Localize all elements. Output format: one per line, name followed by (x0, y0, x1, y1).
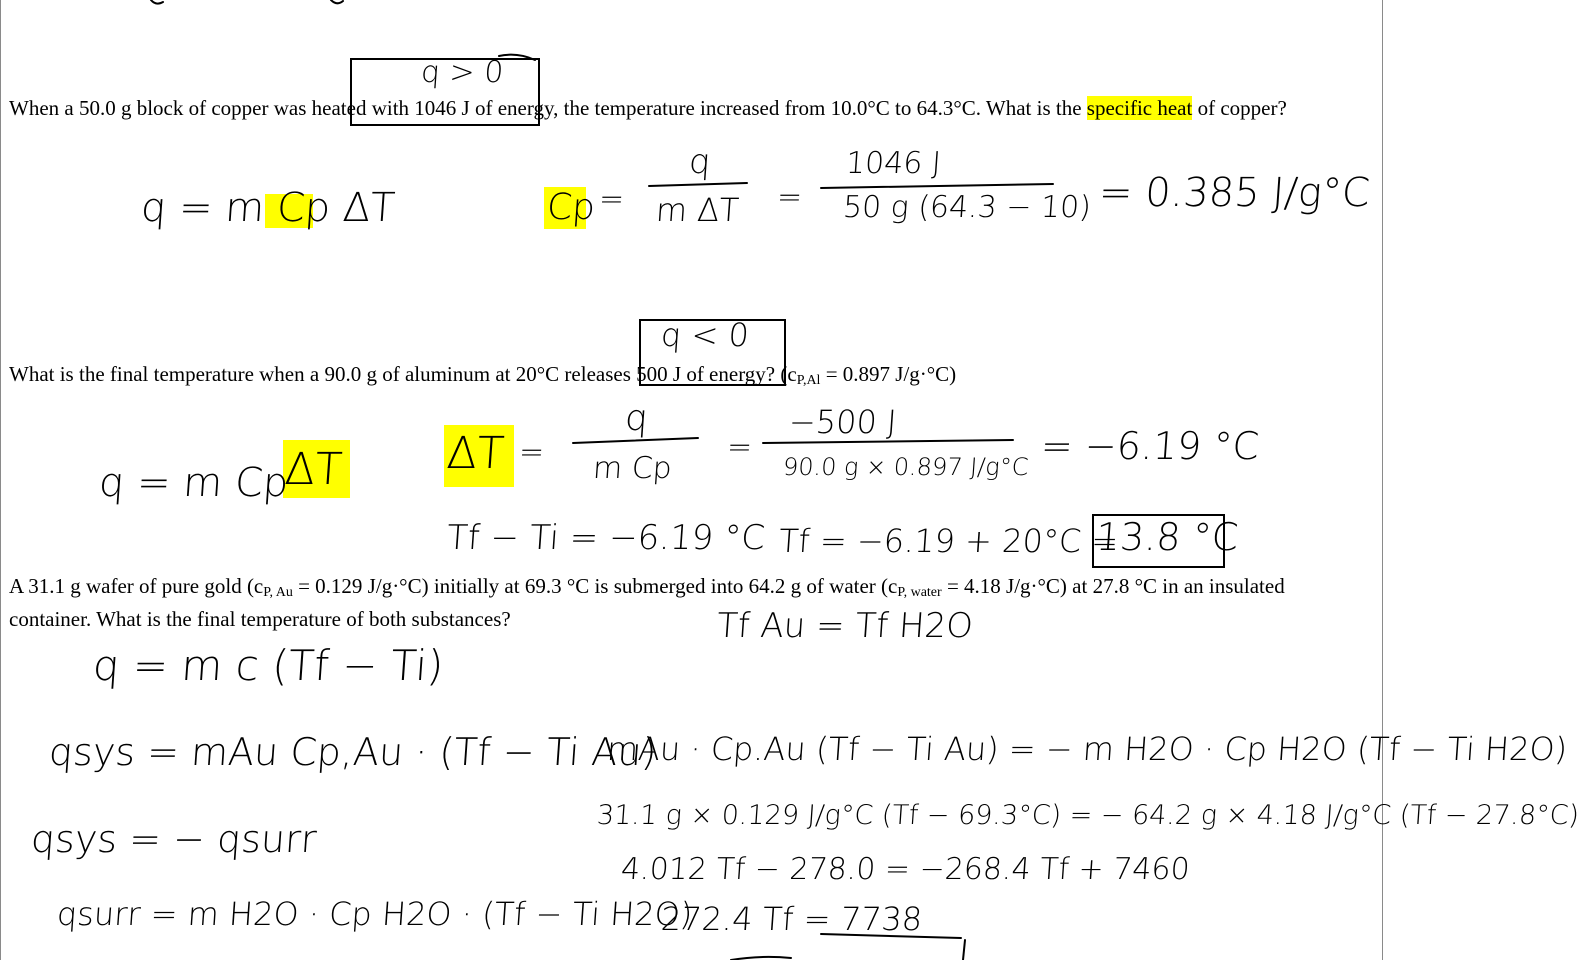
hw-q1-note: q > 0 (419, 55, 505, 90)
stroke-top-1 (151, 0, 163, 4)
hw-q1-numerator: q (687, 142, 712, 182)
fraction-bar-q1-1 (649, 183, 747, 186)
hw-q3-tf: Tf Au = Tf H2O (715, 606, 975, 646)
hw-q2-equals-1: = (517, 435, 546, 470)
hw-q1-equals-1: = (597, 182, 626, 217)
question-1-text-a: When a 50.0 g block of copper was (9, 96, 312, 120)
hw-q2-delta-t-2: ΔT (445, 428, 506, 479)
hw-q1-equation: q = m Cp ΔT (139, 185, 397, 231)
question-1-text-b: of energy, the temperature increased from 10.0°C to 64.3°C. What is the (469, 96, 1087, 120)
hw-q2-line2b: Tf = −6.19 + 20°C = (777, 522, 1120, 560)
stroke-top-2 (331, 0, 343, 3)
hw-q2-numerator: q (623, 398, 650, 439)
hw-q1-denominator: m ΔT (654, 191, 741, 229)
hw-q1-numerator-2: 1046 J (844, 146, 942, 181)
hw-q2-note: q < 0 (659, 316, 751, 354)
hw-q2-delta-t: ΔT (283, 444, 344, 495)
question-2-boxed-text: releases 500 J (564, 362, 682, 386)
question-3-text-a: A 31.1 g wafer of pure gold (c (9, 574, 264, 598)
fraction-bar-q2-2 (763, 440, 1013, 443)
hw-q2-denominator: m Cp (591, 451, 673, 486)
fraction-bar-q2-1 (573, 438, 698, 443)
hw-q3-line-4: qsurr = m H2O · Cp H2O · (Tf − Ti H2O) (55, 895, 694, 933)
hw-q3-right-4: 272.4 Tf = 7738 (659, 900, 924, 938)
hw-q1-equals-2: = (775, 180, 804, 215)
question-1-text-c: of copper? (1192, 96, 1287, 120)
hw-q2-line2a: Tf − Ti = −6.19 °C (445, 518, 767, 558)
question-2-text-b: of energy? (c (681, 362, 797, 386)
hw-q2-denominator-2: 90.0 g × 0.897 J/g°C (782, 453, 1030, 481)
hw-q2-result: = −6.19 °C (1039, 424, 1261, 468)
hw-q1-denominator-2: 50 g (64.3 − 10) (841, 190, 1093, 225)
underline-q3 (821, 934, 961, 938)
hw-q2-answer: 13.8 °C (1094, 515, 1240, 559)
hw-q3-right-2: 31.1 g × 0.129 J/g°C (Tf − 69.3°C) = − 64.2 g × 4.18 J/g°C (Tf − 27.8°C) (595, 800, 1580, 831)
question-2-subscript: P,Al (796, 373, 821, 388)
question-3-text-c: = 4.18 J/g·°C) at 27.8 °C in an insulated container. What is the final temperature of both substances? (9, 574, 1285, 631)
fraction-bar-q1-2 (821, 184, 1053, 188)
hw-q2-equals-2: = (725, 430, 754, 465)
hw-q2-equation: q = m Cp (97, 460, 290, 506)
question-1-boxed-text: heated with 1046 J (311, 96, 470, 120)
hw-q2-numerator-2: −500 J (787, 403, 898, 441)
hw-q3-right-1: mAu · Cp.Au (Tf − Ti Au) = − m H2O · Cp H2O (Tf − Ti H2O) (605, 730, 1569, 768)
question-3-subscript-water: P, water (897, 585, 942, 600)
hw-q1-result: = 0.385 J/g°C (1097, 170, 1372, 216)
question-3-text-b: = 0.129 J/g·°C) initially at 69.3 °C is submerged into 64.2 g of water (c (292, 574, 898, 598)
ink-strokes (1, 0, 1384, 960)
question-2-text-a: What is the final temperature when a 90.0 g of aluminum at 20°C (9, 362, 565, 386)
hw-q3-line-2: qsys = mAu Cp,Au · (Tf − Ti Au) (47, 730, 658, 774)
question-1-highlight: specific heat (1086, 96, 1193, 120)
hw-q3-line-1: q = m c (Tf − Ti) (91, 641, 446, 690)
hw-q1-cp: Cp (545, 187, 597, 228)
hw-q3-line-3: qsys = − qsurr (29, 817, 318, 861)
question-3-subscript-au: P, Au (263, 585, 293, 600)
hw-q3-right-3: 4.012 Tf − 278.0 = −268.4 Tf + 7460 (619, 852, 1191, 887)
question-2-text-c: = 0.897 J/g·°C) (820, 362, 957, 386)
stroke-bottom-box (963, 940, 965, 960)
stroke-q1-box-tail (499, 55, 535, 60)
